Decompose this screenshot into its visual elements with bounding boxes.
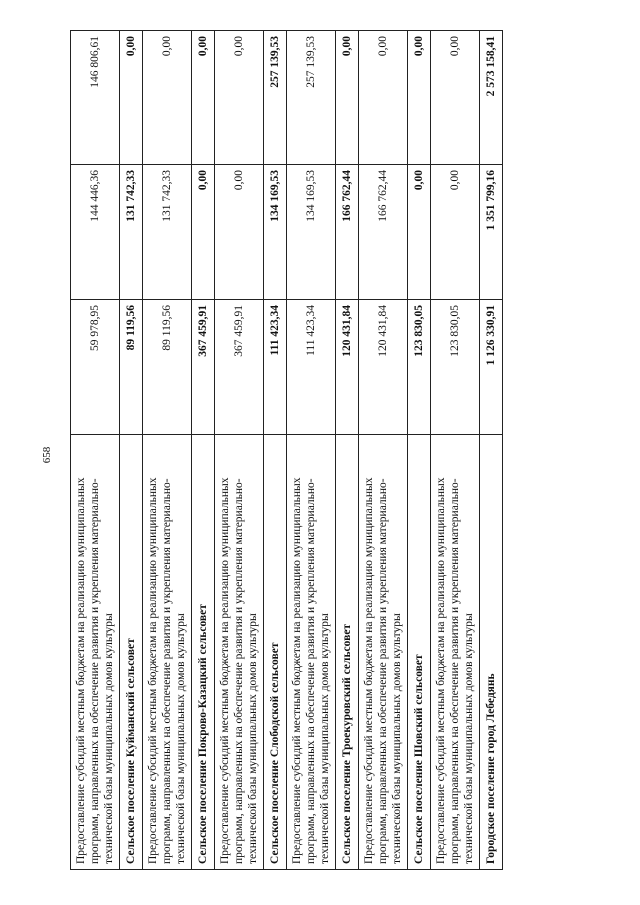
row-label: Городское поселение город Лебедянь: [480, 435, 503, 870]
table-row: [143, 31, 192, 870]
row-label: Предоставление субсидий местным бюджетам на реализацию муниципальных программ, направленных на обеспечение развития и укрепления материально-технической базы муниципальных домов культуры: [359, 435, 408, 870]
row-label: Сельское поселение Шовский сельсовет: [408, 435, 431, 870]
value-col-2: 134 169,53: [264, 165, 287, 300]
value-col-2: 0,00: [431, 165, 480, 300]
value-col-3: 257 139,53: [264, 31, 287, 165]
value-col-2: 131 742,33: [120, 165, 143, 300]
row-label: Предоставление субсидий местным бюджетам на реализацию муниципальных программ, направленных на обеспечение развития и укрепления материально-технической базы муниципальных домов культуры: [143, 435, 192, 870]
value-col-3: 257 139,53: [287, 31, 336, 165]
value-col-1: 59 978,95: [71, 300, 120, 435]
value-col-2: 144 446,36: [71, 165, 120, 300]
section-row: [408, 31, 431, 870]
row-label: Сельское поселение Слободской сельсовет: [264, 435, 287, 870]
value-col-3: 0,00: [431, 31, 480, 165]
value-col-1: 111 423,34: [287, 300, 336, 435]
row-label: Предоставление субсидий местным бюджетам на реализацию муниципальных программ, направленных на обеспечение развития и укрепления материально-технической базы муниципальных домов культуры: [287, 435, 336, 870]
table-row: [71, 31, 120, 870]
value-col-3: 0,00: [192, 31, 215, 165]
table-row: [215, 31, 264, 870]
value-col-3: 2 573 158,41: [480, 31, 503, 165]
value-col-3: 0,00: [336, 31, 359, 165]
row-label: Сельское поселение Куйманский сельсовет: [120, 435, 143, 870]
value-col-1: 111 423,34: [264, 300, 287, 435]
value-col-1: 120 431,84: [336, 300, 359, 435]
section-row: [264, 31, 287, 870]
value-col-1: 89 119,56: [120, 300, 143, 435]
table-body: [71, 31, 503, 870]
row-label: Предоставление субсидий местным бюджетам на реализацию муниципальных программ, направленных на обеспечение развития и укрепления материально-технической базы муниципальных домов культуры: [431, 435, 480, 870]
value-col-3: 146 806,61: [71, 31, 120, 165]
value-col-2: 0,00: [408, 165, 431, 300]
table-row: [287, 31, 336, 870]
value-col-1: 123 830,05: [408, 300, 431, 435]
value-col-2: 134 169,53: [287, 165, 336, 300]
value-col-3: 0,00: [359, 31, 408, 165]
value-col-1: 120 431,84: [359, 300, 408, 435]
value-col-3: 0,00: [215, 31, 264, 165]
row-label: Сельское поселение Покрово-Казацкий сельсовет: [192, 435, 215, 870]
value-col-2: 166 762,44: [359, 165, 408, 300]
section-row: [120, 31, 143, 870]
value-col-2: 166 762,44: [336, 165, 359, 300]
value-col-1: 89 119,56: [143, 300, 192, 435]
value-col-1: 1 126 330,91: [480, 300, 503, 435]
rotated-page: [70, 31, 595, 870]
row-label: Предоставление субсидий местным бюджетам на реализацию муниципальных программ, направленных на обеспечение развития и укрепления материально-технической базы муниципальных домов культуры: [71, 435, 120, 870]
budget-table: [70, 30, 503, 870]
section-row: [192, 31, 215, 870]
value-col-1: 367 459,91: [192, 300, 215, 435]
value-col-2: 0,00: [215, 165, 264, 300]
value-col-2: 0,00: [192, 165, 215, 300]
table-row: [431, 31, 480, 870]
value-col-1: 123 830,05: [431, 300, 480, 435]
value-col-1: 367 459,91: [215, 300, 264, 435]
table-row: [359, 31, 408, 870]
value-col-3: 0,00: [408, 31, 431, 165]
section-row: [336, 31, 359, 870]
page-number: 658: [41, 446, 53, 464]
section-row: [480, 31, 503, 870]
value-col-2: 131 742,33: [143, 165, 192, 300]
row-label: Сельское поселение Троекуровский сельсовет: [336, 435, 359, 870]
value-col-3: 0,00: [143, 31, 192, 165]
value-col-3: 0,00: [120, 31, 143, 165]
row-label: Предоставление субсидий местным бюджетам на реализацию муниципальных программ, направленных на обеспечение развития и укрепления материально-технической базы муниципальных домов культуры: [215, 435, 264, 870]
value-col-2: 1 351 799,16: [480, 165, 503, 300]
